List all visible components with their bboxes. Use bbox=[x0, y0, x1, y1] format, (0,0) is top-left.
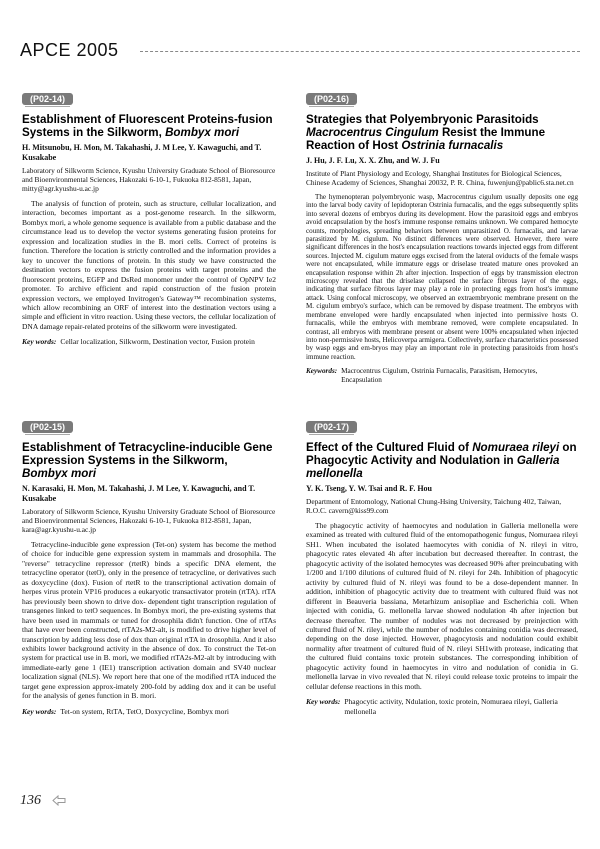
abstract-keywords bbox=[306, 697, 578, 716]
title-text-cont: on Phagocytic Activity and Nodulation in bbox=[306, 441, 577, 467]
abstract-keywords bbox=[306, 367, 578, 385]
title-italic: Nomuraea rileyi bbox=[472, 441, 560, 454]
abstract-id: (P02-14) bbox=[22, 93, 73, 105]
conference-title: APCE 2005 bbox=[20, 40, 119, 60]
page-number: 136 bbox=[20, 793, 41, 808]
abstract-body: The analysis of function of protein, such as structure, cellular localization, and interaction, becomes important as a post-genome research. In the silkworm, Bombyx mori, a whole genome sequence is available from a public database and the circumstance lead us to develop the vector systems generating fusion proteins for expression and localization studies in the B. mori cells. Correct of proteins is function. Therefore the location is strictly controlled and the information provides a key to uncover the functions of protein. In this study we have constructed the destination vectors to express the fusion proteins with target proteins and the fluorescent proteins, EGFP and DsRed monomer under the control of OpNPV Ie2 promoter. To archive efficient and rapid construction of the fusion protein expression vectors, we employed Invitrogen's Gateway™ recombination systems, which allow recombining an ORF of interest into the destination vectors using a simple and efficient in vitro reaction. Using these vectors, the cellular localization of DNA damage repair-related proteins of the silkworm were investigated. bbox=[22, 199, 276, 331]
keywords-label: Key words: bbox=[22, 706, 57, 716]
title-italic: Bombyx mori bbox=[165, 126, 240, 139]
abstract-body: Tetracycline-inducible gene expression (Tet-on) system has become the method of choice for inducible gene expression system in mammals and drosophila. The "reverse" tetracycline repressor (rtetR) binds a specific DNA element, the tetracycline operator (tetO), only in the presence of tetracycline, or derivatives such as doxycycline (dox). Fusion of rtetR to the transcriptional activation domain of herpes virus protein VP16 produces a eukaryotic transactivator protein (rtTA). rtTA has previously been shown to drive dox- dependent tight transcription regulation of transgenes linked to tetO sequences. In Bombyx mori, the pre-existing systems that have been used in mammals or tuned for drosophila didn't function. One of rtTAs that have ever been constructed, rtTA2s-M2-alt, is modified to drive higher level of transcription by adding less dose of dox than original rtTA in drosophila. And it also exhibits lower background activity in the absence of dox. To construct the Tet-on system for practical use in B. mori, we modified rtTA2s-M2-alt by introducing with immediate-early gene 1 (IE1) transcription activation domain and SV40 nuclear localization signal (NLS). We report here that one of the modified rtTA induced the target gene expression approx-imately 200-fold by adding dox and it can be useful for the analysis of genes function in B. mori. bbox=[22, 540, 276, 701]
title-text-cont: Resist the Immune Reaction of Host bbox=[306, 126, 546, 152]
abstract-p02-14 bbox=[22, 89, 276, 347]
abstract-id: (P02-17) bbox=[306, 421, 357, 433]
abstract-authors: Y. K. Tseng, Y. W. Tsai and R. F. Hou bbox=[306, 484, 432, 493]
keywords-label: Key words: bbox=[22, 337, 57, 347]
abstract-authors: J. Hu, J. F. Lu, X. X. Zhu, and W. J. Fu bbox=[306, 156, 440, 165]
abstract-authors: H. Mitsunobu, H. Mon, M. Takahashi, J. M Lee, Y. Kawaguchi, and T. Kusakabe bbox=[22, 143, 262, 162]
abstract-p02-17 bbox=[306, 417, 578, 716]
title-text: Effect of the Cultured Fluid of bbox=[306, 441, 469, 454]
abstract-id: (P02-15) bbox=[22, 421, 73, 433]
title-text: Establishment of Fluorescent Proteins-fusion Systems in the Silkworm, bbox=[22, 113, 273, 139]
abstract-title bbox=[306, 441, 578, 480]
arrow-left-icon bbox=[52, 795, 66, 806]
keywords-values: Phagocytic activity, Ndulation, toxic protein, Nomuraea rileyi, Galleria mellonella bbox=[344, 697, 558, 716]
title-italic: Bombyx mori bbox=[22, 467, 97, 480]
abstract-keywords bbox=[22, 707, 276, 716]
title-italic-2: Galleria mellonella bbox=[306, 454, 560, 480]
header-rule bbox=[140, 51, 580, 52]
conference-header bbox=[20, 40, 580, 60]
abstract-title bbox=[22, 113, 276, 139]
abstract-affiliation: Department of Entomology, National Chung-Hsing University, Taichung 402, Taiwan, R.O.C. cavern@kiss99.com bbox=[306, 497, 562, 515]
abstract-affiliation: Laboratory of Silkworm Science, Kyushu University Graduate School of Bioresource and Bioenvironmental Sciences, Hakozaki 6-10-1, Fukuoka 812-8581, Japan, kara@agr.kyushu-u.ac.jp bbox=[22, 507, 276, 534]
keywords-values: Macrocentrus Cigulum, Ostrinia Furnacalis, Parasitism, Hemocytes, Encapsulation bbox=[341, 367, 538, 385]
title-italic-2: Ostrinia furnacalis bbox=[401, 139, 504, 152]
abstract-body: The phagocytic activity of haemocytes and nodulation in Galleria mellonella were examined as treated with cultured fluid of the entomopathogenic fungus, Nomuraea rileyi SH1. When incubated the isolated haemocytes with conidia of N. rileyi in vitro, phagocytic rates elevated 4h after incubation but decreased thereafter. In contrast, the phagocytic activity of the isolated hemocytes was decreased 90% after preincubating with 1/200 and 1/100 dilutions of cultured fluid of N. rileyi for 24h. Inhibition of phagocytic activity by cultured fluid of N. rileyi was found to be a dose-dependent manner. In addition, inhibition of phagocytic activity due to treatment with cultured fluid was not different in Beauveria bassiana, Metarhizum anisopliae and Escherichia coli. When injected with conidia, G. mellonella larvae showed nodulation 4h after injection but decrease thereafter. The number of nodules was not decreased by preinjection with cultured fluid of N. rileyi, while the number of nodules containing conidia was decreased, depending on the dose injected. However, phagocytosis and nodulation could exhibit normality after treatment of cultured fluid of N. rileyi SH1with protease, indicating that the cultured fluid contains toxic protein substances. The corresponding inhibition of phagocytic activity found in haemocytes in vitro and nodulation of conidia in G. mellonella larvae in vivo revealed that N. rileyi could release toxic proteins to impair the cellular defense reactions in this moth. bbox=[306, 521, 578, 691]
abstract-p02-16 bbox=[306, 89, 578, 385]
abstract-body: The hymenopteran polyembryonic wasp, Macrocentrus cigulum usually deposits one egg into the larval body cavity of lepidopteran Ostrinia furnacalis, and the eggs subsequently splits into several dozens of embryos during its development. How the parasitoid eggs and embryos avoid encapsulation by the host's immune response remains unknown. We compared hemocyte counts, morphologies, spreading behaviors between unparasitized O. furnacalis, and larvae parasitized by M. cigulum. No distinct differences were observed. However, there were significant differences in the host's encapsulation reactions towards injected eggs from different sources. Injected M. cigulum mature eggs excised from the lateral oviducts of the female wasps were not encapsulated, while immature eggs or driselase treated mature ones provoked an encapsulation response within 2h after injection. Inspection of eggs by transmission electron microscopy revealed that the driselase collapsed the surface fibrous layer of the eggs, indicating that surface fibrous layer may play a role in protecting eggs from host's immune attack. Using confocal microscopy, we observed an extraembryonic membrane present on the M. cigulum embryo's surface, which can be removed by dispase treatment. The embryos with membrane enveloped were hardly encapsulated when injected into permissive hosts O. furnacalis, while the embryos with membrane removed, were complete encapsulated. In contrast, all embryos with membrane present or absent were 100% encapsulated when injected into non-permissive hosts, Helicoverpa armigera. Collectively, surface characteristics possessed by wasp eggs and em-bryos may play an important role in protecting parasitoids from host's immune reaction. bbox=[306, 193, 578, 361]
abstract-id: (P02-16) bbox=[306, 93, 357, 105]
title-italic: Macrocentrus Cingulum bbox=[306, 126, 439, 139]
abstract-p02-15 bbox=[22, 417, 276, 716]
abstract-title bbox=[306, 113, 578, 152]
keywords-values: Cellar localization, Silkworm, Destination vector, Fusion protein bbox=[60, 337, 255, 347]
title-text: Establishment of Tetracycline-inducible Gene Expression Systems in the Silkworm, bbox=[22, 441, 273, 467]
abstract-affiliation: Institute of Plant Physiology and Ecology, Shanghai Institutes for Biological Sciences, Chinese Academy of Sciences, Shanghai 20032, P. R. China, fuwenjun@pablic6.sta.net.cn bbox=[306, 169, 574, 187]
abstract-title bbox=[22, 441, 276, 480]
keywords-label: Keywords: bbox=[306, 367, 338, 376]
abstract-affiliation: Laboratory of Silkworm Science, Kyushu University Graduate School of Bioresource and Bioenvironmental Sciences, Hakozaki 6-10-1, Fukuoka 812-8581, Japan, mitty@agr.kyushu-u.ac.jp bbox=[22, 166, 276, 193]
keywords-values: Tet-on system, RtTA, TetO, Doxycycline, Bombyx mori bbox=[60, 706, 229, 716]
title-text: Strategies that Polyembryonic Parasitoids bbox=[306, 113, 539, 126]
abstract-authors: N. Karasaki, H. Mon, M. Takahashi, J. M Lee, Y. Kawaguchi, and T. Kusakabe bbox=[22, 484, 256, 503]
keywords-label: Key words: bbox=[306, 697, 341, 707]
abstract-keywords bbox=[22, 337, 276, 346]
